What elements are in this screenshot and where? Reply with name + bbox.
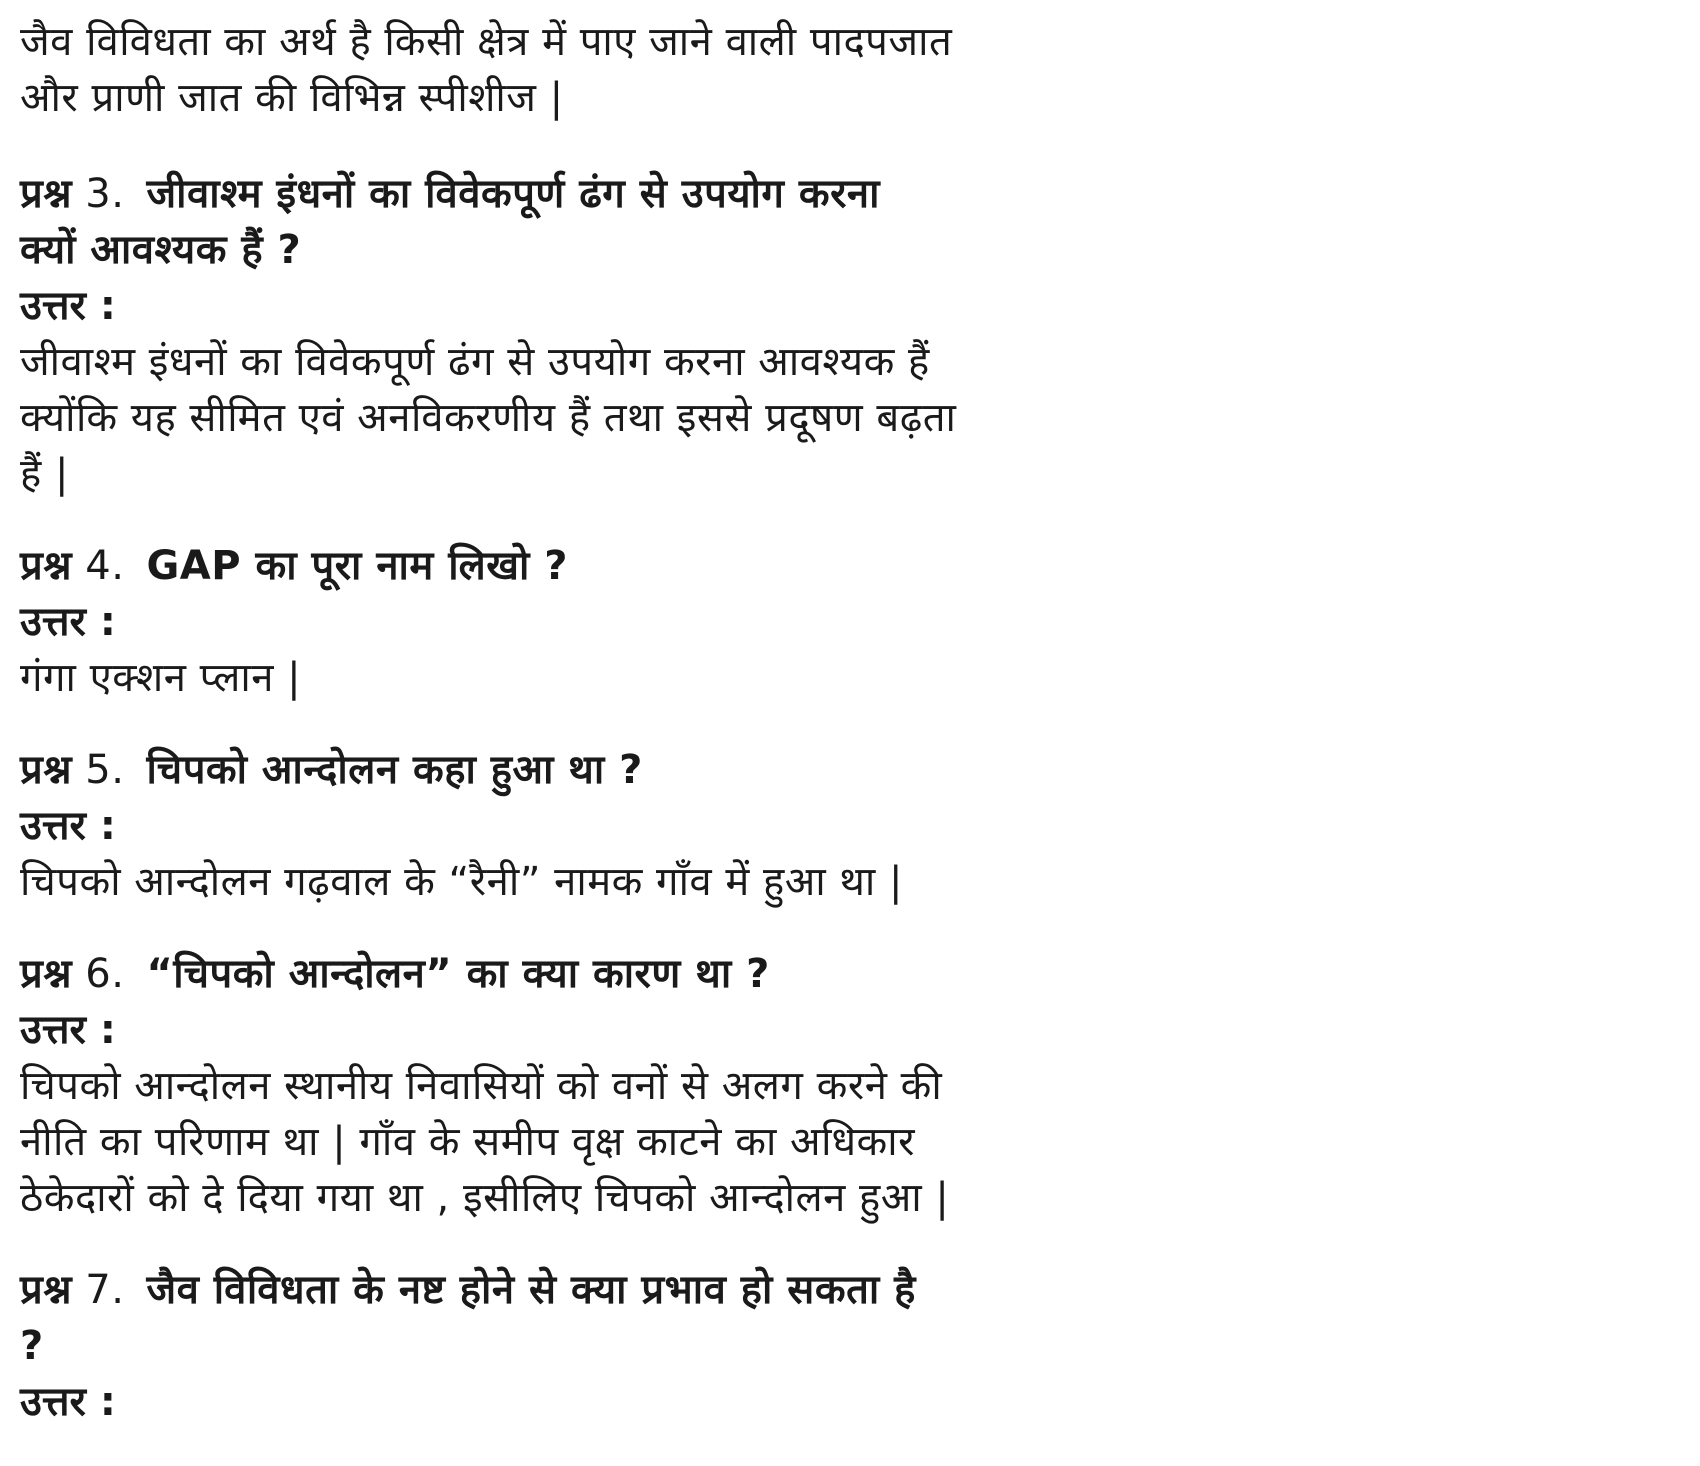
intro-paragraph <box>20 14 1160 126</box>
question-line: ? <box>20 1323 44 1369</box>
question-line: प्रश्न 6. “चिपको आन्दोलन” का क्या कारण था ? <box>20 951 770 997</box>
answer-line: हैं | <box>20 451 69 497</box>
answer-line: क्योंकि यह सीमित एवं अनविकरणीय हैं तथा इससे प्रदूषण बढ़ता <box>20 395 957 441</box>
intro-line: और प्राणी जात की विभिन्न स्पीशीज | <box>20 75 564 121</box>
question-number: प्रश्न 6. <box>20 951 125 997</box>
question-block-4 <box>20 538 1160 706</box>
answer-line: चिपको आन्दोलन स्थानीय निवासियों को वनों से अलग करने की <box>20 1063 943 1109</box>
question-line: प्रश्न 7. जैव विविधता के नष्ट होने से क्या प्रभाव हो सकता है <box>20 1267 916 1313</box>
answer-line: नीति का परिणाम था | गाँव के समीप वृक्ष काटने का अधिकार <box>20 1119 915 1165</box>
answer-line: ठेकेदारों को दे दिया गया था , इसीलिए चिपको आन्दोलन हुआ | <box>20 1175 950 1221</box>
answer-line: चिपको आन्दोलन गढ़वाल के “रैनी” नामक गाँव में हुआ था | <box>20 859 903 905</box>
document-page <box>20 14 1160 1466</box>
question-block-7 <box>20 1262 1160 1430</box>
question-line: प्रश्न 4. GAP का पूरा नाम लिखो ? <box>20 543 568 589</box>
question-number: प्रश्न 5. <box>20 747 125 793</box>
question-number: प्रश्न 4. <box>20 543 125 589</box>
answer-line: गंगा एक्शन प्लान | <box>20 655 302 701</box>
question-line: क्यों आवश्यक हैं ? <box>20 227 302 273</box>
answer-label: उत्तर : <box>20 599 116 645</box>
question-block-5 <box>20 742 1160 910</box>
question-block-6 <box>20 946 1160 1226</box>
question-block-3 <box>20 166 1160 502</box>
intro-line: जैव विविधता का अर्थ है किसी क्षेत्र में पाए जाने वाली पादपजात <box>20 19 953 65</box>
question-line: प्रश्न 5. चिपको आन्दोलन कहा हुआ था ? <box>20 747 643 793</box>
question-number: प्रश्न 7. <box>20 1267 125 1313</box>
answer-label: उत्तर : <box>20 1379 116 1425</box>
answer-label: उत्तर : <box>20 283 116 329</box>
question-number: प्रश्न 3. <box>20 171 125 217</box>
question-line: प्रश्न 3. जीवाश्म इंधनों का विवेकपूर्ण ढंग से उपयोग करना <box>20 171 880 217</box>
answer-label: उत्तर : <box>20 1007 116 1053</box>
answer-label: उत्तर : <box>20 803 116 849</box>
answer-line: जीवाश्म इंधनों का विवेकपूर्ण ढंग से उपयोग करना आवश्यक हैं <box>20 339 930 385</box>
